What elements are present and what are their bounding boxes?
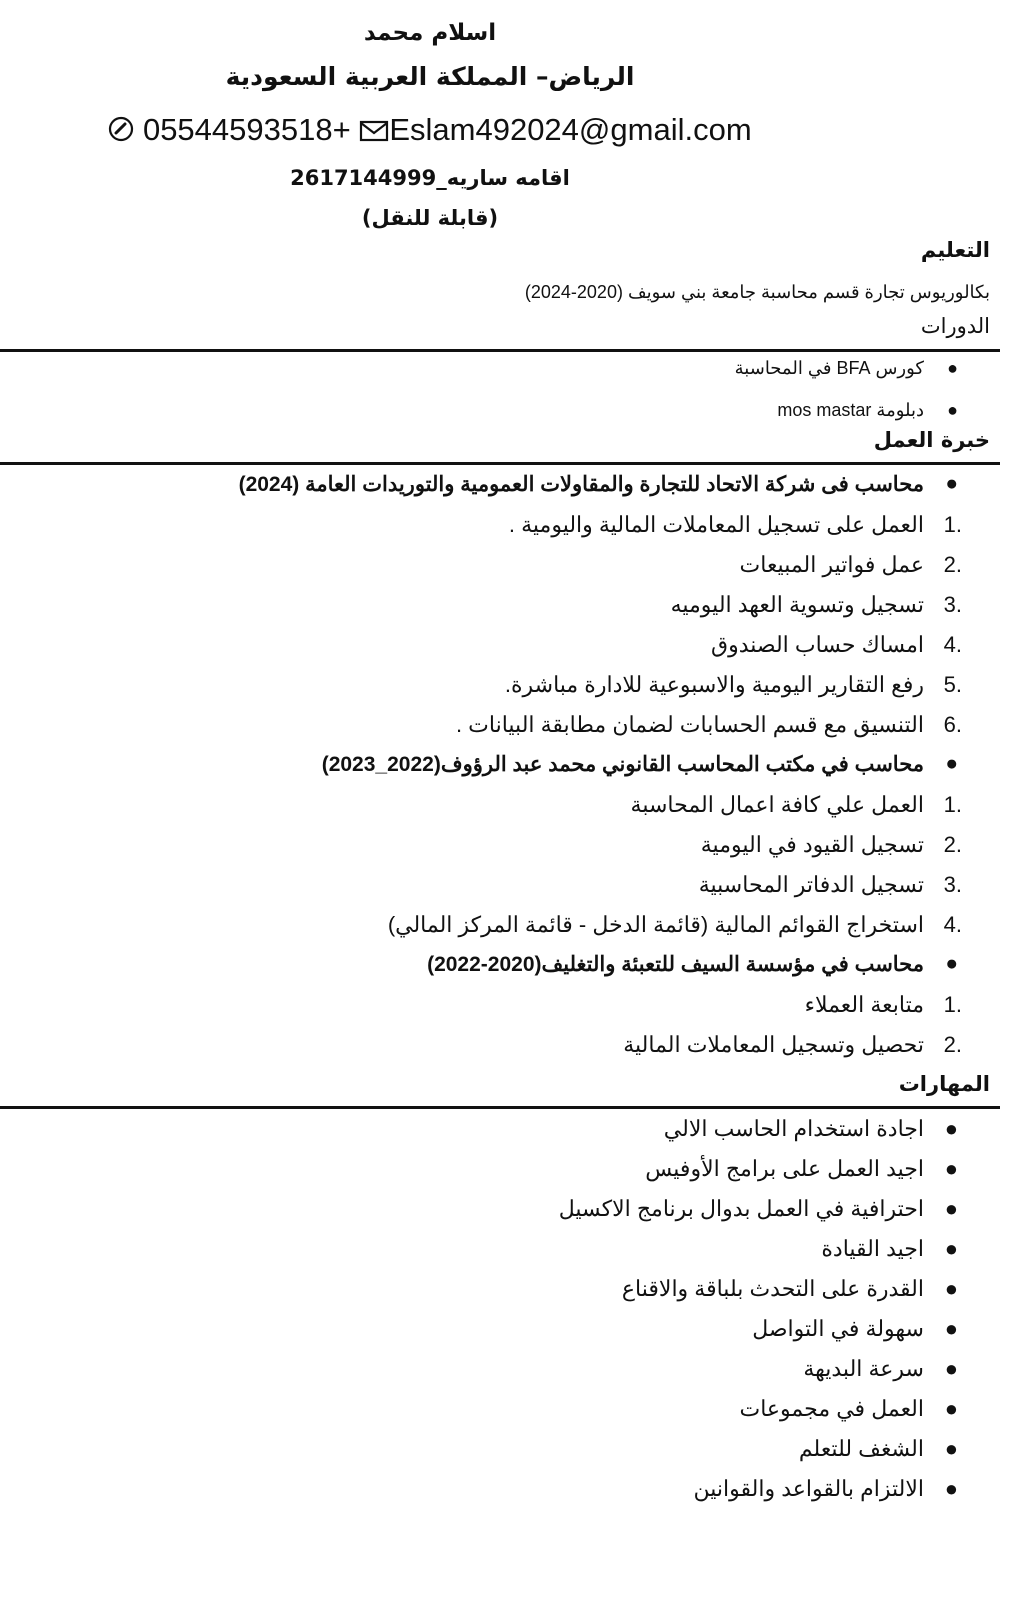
job-task: .4 امساك حساب الصندوق xyxy=(711,632,962,657)
job-task: .2 تحصيل وتسجيل المعاملات المالية xyxy=(623,1032,962,1057)
job-task: .1 العمل على تسجيل المعاملات المالية واليومية . xyxy=(508,512,962,537)
job-task: .5 رفع التقارير اليومية والاسبوعية للادارة مباشرة. xyxy=(504,672,962,697)
job-task: .3 تسجيل وتسوية العهد اليوميه xyxy=(670,592,962,617)
list-item: ● اجيد العمل على برامج الأوفيس xyxy=(645,1156,958,1181)
iqama-status: اقامه ساريه_2617144999 xyxy=(290,166,570,190)
contact-line xyxy=(0,112,860,150)
job-task: .2 عمل فواتير المبيعات xyxy=(739,552,962,577)
section-divider xyxy=(0,462,1000,465)
phone-number: 05544593518+ xyxy=(142,112,351,147)
skills-heading: المهارات xyxy=(898,1072,990,1096)
job-title: ● محاسب فى شركة الاتحاد للتجارة والمقاولات العمومية والتوريدات العامة (2024) xyxy=(238,472,958,496)
list-item: ● احترافية في العمل بدوال برنامج الاكسيل xyxy=(558,1196,958,1221)
job-task: .1 متابعة العملاء xyxy=(804,992,962,1017)
courses-heading: الدورات xyxy=(920,315,990,338)
transfer-status: (قابلة للنقل) xyxy=(361,206,499,230)
skills-list xyxy=(559,1116,962,1516)
phone-icon xyxy=(108,114,134,150)
section-divider xyxy=(0,349,1000,352)
job-task: .4 استخراج القوائم المالية (قائمة الدخل - قائمة المركز المالي) xyxy=(387,912,962,937)
education-heading: التعليم xyxy=(920,238,990,262)
applicant-name: اسلام محمد xyxy=(363,20,497,46)
job-task: .2 تسجيل القيود في اليومية xyxy=(700,832,962,857)
job-title: ● محاسب في مكتب المحاسب القانوني محمد عبد الرؤوف(2022_2023) xyxy=(321,752,958,776)
experience-list xyxy=(239,472,962,1072)
list-item: ● دبلومة mos mastar xyxy=(777,400,958,420)
experience-heading: خبرة العمل xyxy=(873,428,990,452)
list-item: ● العمل في مجموعات xyxy=(739,1396,958,1421)
list-item: ● سهولة في التواصل xyxy=(752,1316,958,1341)
job-title: ● محاسب في مؤسسة السيف للتعبئة والتغليف(2020-2022) xyxy=(427,952,958,976)
list-item: ● الالتزام بالقواعد والقوانين xyxy=(693,1476,958,1501)
list-item: ● اجادة استخدام الحاسب الالي xyxy=(663,1116,958,1141)
job-task: .3 تسجيل الدفاتر المحاسبية xyxy=(698,872,962,897)
list-item: ● الشغف للتعلم xyxy=(798,1436,958,1461)
section-divider xyxy=(0,1106,1000,1109)
job-task: .1 العمل علي كافة اعمال المحاسبة xyxy=(630,792,962,817)
envelope-icon xyxy=(359,114,389,150)
education-degree: بكالوريوس تجارة قسم محاسبة جامعة بني سويف (2020-2024) xyxy=(524,282,990,302)
list-item: ● سرعة البديهة xyxy=(803,1356,958,1381)
job-task: .6 التنسيق مع قسم الحسابات لضمان مطابقة البيانات . xyxy=(455,712,962,737)
list-item: ● كورس BFA في المحاسبة xyxy=(734,358,958,378)
list-item: ● القدرة على التحدث بلباقة والاقناع xyxy=(621,1276,958,1301)
list-item: ● اجيد القيادة xyxy=(821,1236,958,1261)
email-link[interactable]: Eslam492024@gmail.com xyxy=(389,112,752,147)
location: الرياض– المملكة العربية السعودية xyxy=(225,62,635,91)
